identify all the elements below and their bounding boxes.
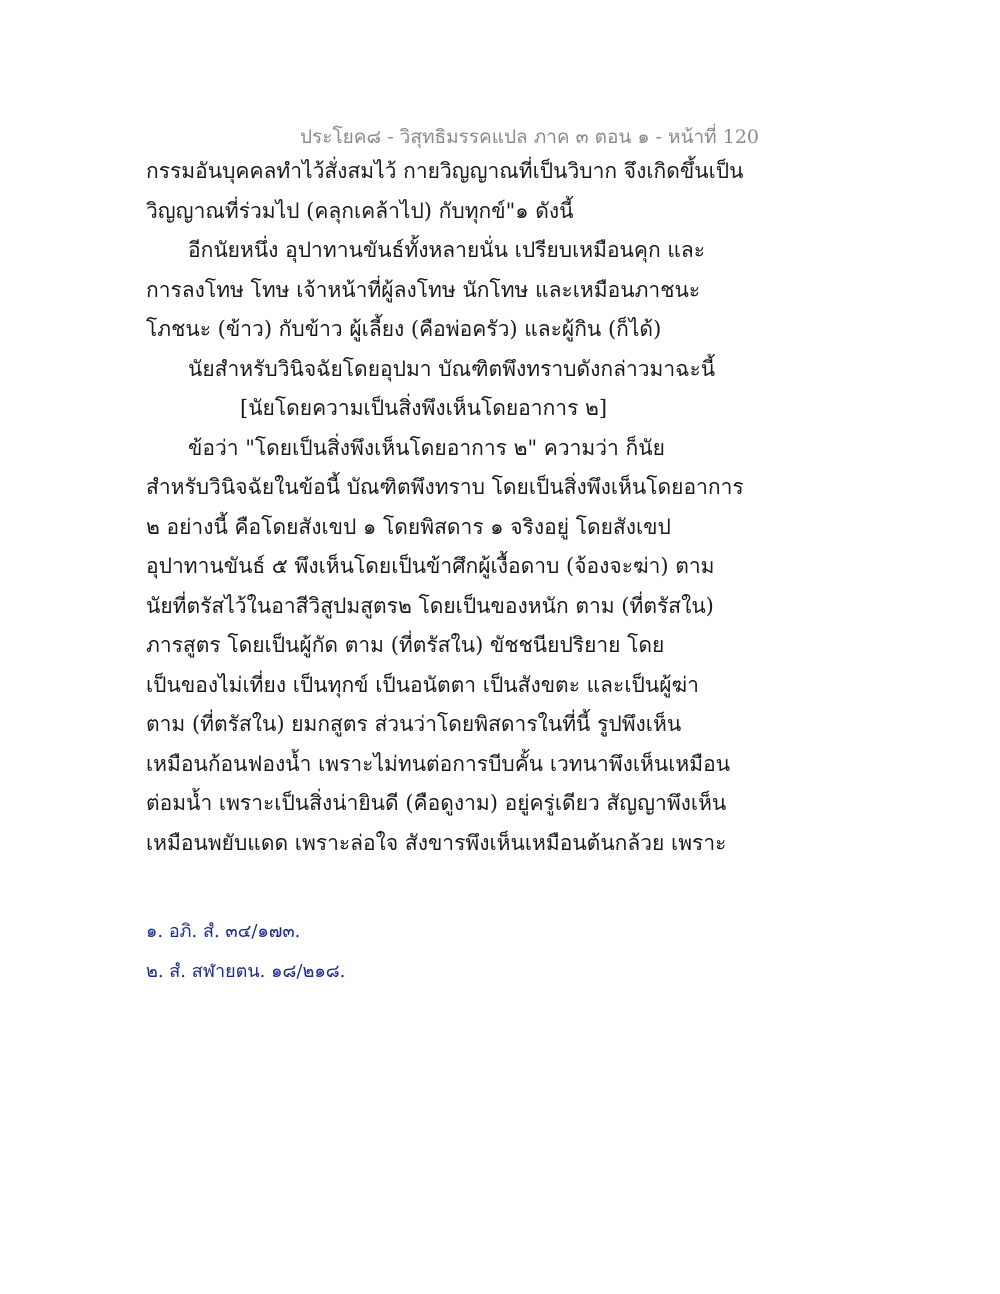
body-line: เหมือนพยับแดด เพราะล่อใจ สังขารพึงเห็นเหมือนต้นกล้วย เพราะ bbox=[146, 830, 727, 855]
body-line: วิญญาณที่ร่วมไป (คลุกเคล้าไป) กับทุกข์"๑ ดังนี้ bbox=[146, 198, 574, 223]
body-line: ๒ อย่างนี้ คือโดยสังเขป ๑ โดยพิสดาร ๑ จริงอยู่ โดยสังเขป bbox=[146, 514, 671, 539]
running-header: ประโยค๘ - วิสุทธิมรรคแปล ภาค ๓ ตอน ๑ - หน้าที่ 120 bbox=[300, 126, 760, 148]
body-line: ตาม (ที่ตรัสใน) ยมกสูตร ส่วนว่าโดยพิสดารในที่นี้ รูปพึงเห็น bbox=[146, 712, 682, 736]
body-line: ภารสูตร โดยเป็นผู้กัด ตาม (ที่ตรัสใน) ขัชชนียปริยาย โดย bbox=[146, 633, 665, 657]
body-line: นัยที่ตรัสไว้ในอาสีวิสูปมสูตร๒ โดยเป็นของหนัก ตาม (ที่ตรัสใน) bbox=[146, 593, 714, 618]
body-text bbox=[146, 152, 744, 863]
footnote-1: ๑. อภิ. สํ. ๓๔/๑๗๓. bbox=[146, 921, 301, 942]
body-line: โภชนะ (ข้าว) กับข้าว ผู้เลี้ยง (คือพ่อครัว) และผู้กิน (ก็ได้) bbox=[146, 317, 662, 341]
footnote-2: ๒. สํ. สฬายตน. ๑๘/๒๑๘. bbox=[146, 961, 346, 982]
body-line: ต่อมน้ำ เพราะเป็นสิ่งน่ายินดี (คือดูงาม) อยู่ครู่เดียว สัญญาพึงเห็น bbox=[146, 791, 727, 815]
body-line: การลงโทษ โทษ เจ้าหน้าที่ผู้ลงโทษ นักโทษ และเหมือนภาชนะ bbox=[146, 277, 701, 302]
body-line: สำหรับวินิจฉัยในข้อนี้ บัณฑิตพึงทราบ โดยเป็นสิ่งพึงเห็นโดยอาการ bbox=[146, 475, 744, 499]
body-line: เหมือนก้อนฟองน้ำ เพราะไม่ทนต่อการบีบคั้น เวทนาพึงเห็นเหมือน bbox=[146, 751, 731, 776]
section-heading: [นัยโดยความเป็นสิ่งพึงเห็นโดยอาการ ๒] bbox=[240, 396, 608, 420]
footnotes bbox=[146, 912, 706, 992]
body-line: นัยสำหรับวินิจฉัยโดยอุปมา บัณฑิตพึงทราบดังกล่าวมาฉะนี้ bbox=[188, 356, 716, 381]
body-line: เป็นของไม่เที่ยง เป็นทุกข์ เป็นอนัตตา เป็นสังขตะ และเป็นผู้ฆ่า bbox=[146, 672, 699, 697]
body-line: ข้อว่า "โดยเป็นสิ่งพึงเห็นโดยอาการ ๒" ความว่า ก็นัย bbox=[188, 435, 665, 460]
body-line: อุปาทานขันธ์ ๕ พึงเห็นโดยเป็นข้าศึกผู้เงื้อดาบ (จ้องจะฆ่า) ตาม bbox=[146, 554, 715, 578]
body-line: อีกนัยหนึ่ง อุปาทานขันธ์ทั้งหลายนั่น เปรียบเหมือนคุก และ bbox=[188, 238, 706, 262]
body-line: กรรมอันบุคคลทำไว้สั่งสมไว้ กายวิญญาณที่เป็นวิบาก จึงเกิดขึ้นเป็น bbox=[146, 159, 744, 183]
